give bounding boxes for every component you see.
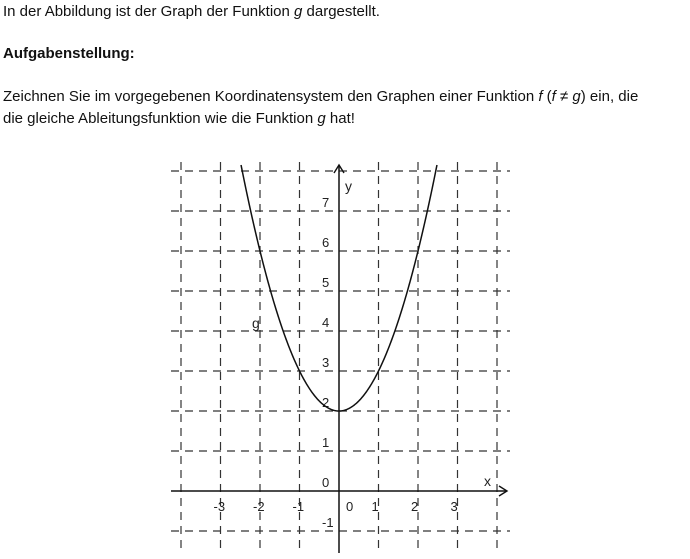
graph-g-label: g: [252, 315, 260, 331]
x-tick-label: -1: [292, 499, 305, 514]
intro-text: In der Abbildung ist der Graph der Funktion g dargestellt.: [3, 3, 380, 20]
y-tick-label: 5: [322, 275, 330, 290]
y-tick-label: -1: [322, 515, 334, 530]
section-heading: Aufgabenstellung:: [3, 45, 135, 62]
y-tick-label: 1: [322, 435, 330, 450]
x-tick-label: 3: [450, 499, 458, 514]
x-tick-label: -3: [213, 499, 226, 514]
x-tick-label: 2: [411, 499, 419, 514]
y-axis-label: y: [345, 178, 352, 194]
intro-function-name: g: [294, 3, 303, 20]
axes: [171, 165, 507, 553]
tick-labels: [214, 195, 458, 530]
origin-label: 0: [322, 475, 330, 490]
y-tick-label: 3: [322, 355, 330, 370]
y-tick-label: 2: [322, 395, 330, 410]
task-instruction: Zeichnen Sie im vorgegebenen Koordinatensystem den Graphen einer Funktion f (f ≠ g) ein, die die gleiche Ableitungsfunktion wie die Funktion g hat!: [3, 88, 639, 127]
grid: [171, 162, 510, 553]
y-tick-label: 4: [322, 315, 330, 330]
y-tick-label: 7: [322, 195, 330, 210]
x-tick-label: 1: [371, 499, 379, 514]
origin-label-below: 0: [346, 499, 354, 514]
x-axis-label: x: [484, 473, 491, 489]
x-tick-label: -2: [253, 499, 265, 514]
y-tick-label: 6: [322, 235, 330, 250]
